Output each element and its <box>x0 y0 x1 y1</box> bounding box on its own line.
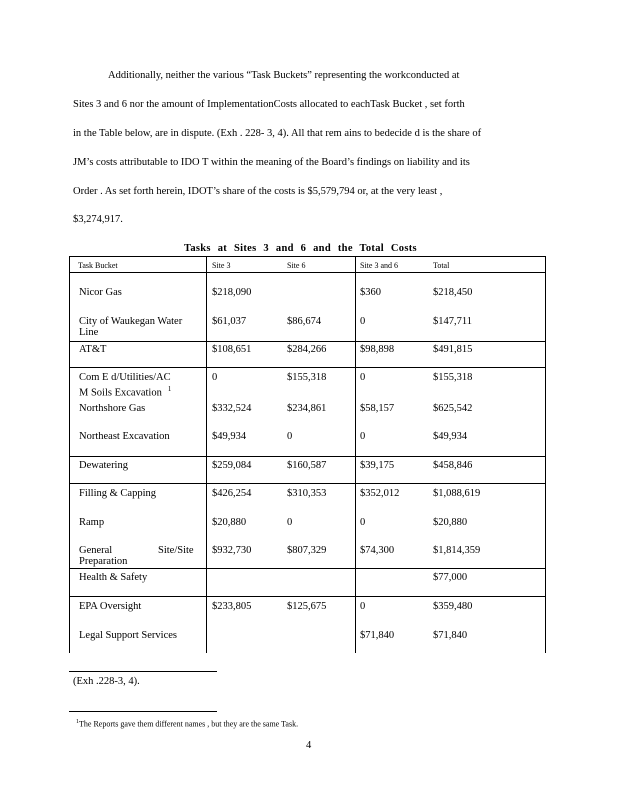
table-cell-total: $20,880 <box>433 517 468 528</box>
table-cell-site3: $426,254 <box>212 488 252 499</box>
table-cell-site3: $61,037 <box>212 316 247 327</box>
footnote-text: The Reports gave them different names , but they are the same Task. <box>79 719 299 729</box>
table-row-task: Nicor Gas <box>79 287 122 298</box>
table-row-task: Northeast Excavation <box>79 431 170 442</box>
table-source: (Exh .228-3, 4). <box>73 676 140 687</box>
footnote-rule <box>69 711 217 712</box>
table-cell-total: $77,000 <box>433 572 468 583</box>
table-cell-site36: 0 <box>360 431 366 442</box>
header-task-bucket: Task Bucket <box>78 261 118 270</box>
table-cell-site3: 0 <box>212 372 218 383</box>
table-row-task: City of Waukegan Water <box>79 316 183 327</box>
table-row-task-line2-text: M Soils Excavation <box>79 387 162 399</box>
paragraph-line-2: Sites 3 and 6 nor the amount of ImplementationCosts allocated to eachTask Bucket , set forth <box>73 99 465 110</box>
table-row-task: General <box>79 545 113 556</box>
footnote-number: 1 <box>76 719 79 725</box>
header-total: Total <box>433 261 450 270</box>
table-cell-site6: $284,266 <box>287 344 327 355</box>
table-row-task: Northshore Gas <box>79 403 146 414</box>
table-cell-site6: $160,587 <box>287 460 327 471</box>
table-cell-site3: $233,805 <box>212 601 252 612</box>
table-cell-total: $49,934 <box>433 431 468 442</box>
table-cell-site6: $310,353 <box>287 488 327 499</box>
table-row-task-right: Site/Site <box>158 545 194 556</box>
header-site-6: Site 6 <box>287 261 306 270</box>
table-cell-site36: 0 <box>360 517 366 528</box>
table-cell-site36: 0 <box>360 601 366 612</box>
table-cell-site3: $932,730 <box>212 545 252 556</box>
table-cell-site3: $332,524 <box>212 403 252 414</box>
table-cell-total: $155,318 <box>433 372 473 383</box>
table-cell-site36: $74,300 <box>360 545 395 556</box>
table-cell-site36: $39,175 <box>360 460 395 471</box>
table-cell-site36: $71,840 <box>360 630 395 641</box>
paragraph-line-4: JM’s costs attributable to IDO T within the meaning of the Board’s findings on liability and its <box>73 157 470 168</box>
table-cell-site36: $98,898 <box>360 344 395 355</box>
table-cell-total: $458,846 <box>433 460 473 471</box>
table-cell-total: $147,711 <box>433 316 472 327</box>
table-cell-site6: $155,318 <box>287 372 327 383</box>
table-cell-total: $218,450 <box>433 287 473 298</box>
paragraph-line-1: Additionally, neither the various “Task Buckets” representing the workconducted at <box>108 70 460 81</box>
table-cell-total: $1,814,359 <box>433 545 481 556</box>
header-site-3: Site 3 <box>212 261 231 270</box>
paragraph-line-3: in the Table below, are in dispute. (Exh . 228- 3, 4). All that rem ains to bedecide d is the share of <box>73 128 482 139</box>
table-border-left <box>69 256 70 653</box>
table-row-task: Dewatering <box>79 460 128 471</box>
table-cell-site36: $58,157 <box>360 403 395 414</box>
table-divider-col2 <box>206 256 207 653</box>
table-row-task: Ramp <box>79 517 105 528</box>
table-cell-site6: $234,861 <box>287 403 327 414</box>
table-rule <box>69 596 545 597</box>
table-rule-header <box>69 272 545 273</box>
table-row-task-line2 <box>79 384 171 399</box>
table-row-task: Legal Support Services <box>79 630 177 641</box>
table-cell-site3: $108,651 <box>212 344 252 355</box>
table-row-task-line2: Preparation <box>79 556 128 567</box>
table-cell-site3: $20,880 <box>212 517 247 528</box>
table-rule <box>69 341 545 342</box>
table-row-task: AT&T <box>79 344 107 355</box>
table-cell-total: $625,542 <box>433 403 473 414</box>
table-cell-site6: $86,674 <box>287 316 322 327</box>
table-cell-site6: 0 <box>287 431 293 442</box>
page-number: 4 <box>306 740 312 751</box>
table-cell-site3: $49,934 <box>212 431 247 442</box>
table-cell-site36: 0 <box>360 316 366 327</box>
table-rule <box>69 367 545 368</box>
table-row-task: Com E d/Utilities/AC <box>79 372 171 383</box>
table-cell-site36: 0 <box>360 372 366 383</box>
table-cell-site36: $360 <box>360 287 381 298</box>
table-row-task-line2: Line <box>79 327 99 338</box>
table-cell-site3: $218,090 <box>212 287 252 298</box>
table-divider-col4 <box>355 256 356 653</box>
table-cell-site6: $807,329 <box>287 545 327 556</box>
footnote <box>76 719 298 729</box>
table-cell-site6: 0 <box>287 517 293 528</box>
table-cell-total: $1,088,619 <box>433 488 481 499</box>
table-border-right <box>545 256 546 653</box>
header-site-3-and-6: Site 3 and 6 <box>360 261 398 270</box>
table-rule <box>69 456 545 457</box>
footnote-mark: 1 <box>167 385 172 393</box>
table-row-task: Health & Safety <box>79 572 148 583</box>
table-cell-site6: $125,675 <box>287 601 327 612</box>
table-cell-total: $71,840 <box>433 630 468 641</box>
paragraph-line-6: $3,274,917. <box>73 214 123 225</box>
table-rule <box>69 483 545 484</box>
table-rule-top <box>69 256 545 257</box>
table-cell-site3: $259,084 <box>212 460 252 471</box>
table-row-task: EPA Oversight <box>79 601 142 612</box>
paragraph-line-5: Order . As set forth herein, IDOT’s share of the costs is $5,579,794 or, at the very least , <box>73 186 443 197</box>
table-cell-total: $359,480 <box>433 601 473 612</box>
table-rule <box>69 568 545 569</box>
table-cell-total: $491,815 <box>433 344 473 355</box>
table-row-task: Filling & Capping <box>79 488 157 499</box>
table-caption: Tasks at Sites 3 and 6 and the Total Costs <box>184 243 417 254</box>
source-rule <box>69 671 217 672</box>
table-cell-site36: $352,012 <box>360 488 400 499</box>
